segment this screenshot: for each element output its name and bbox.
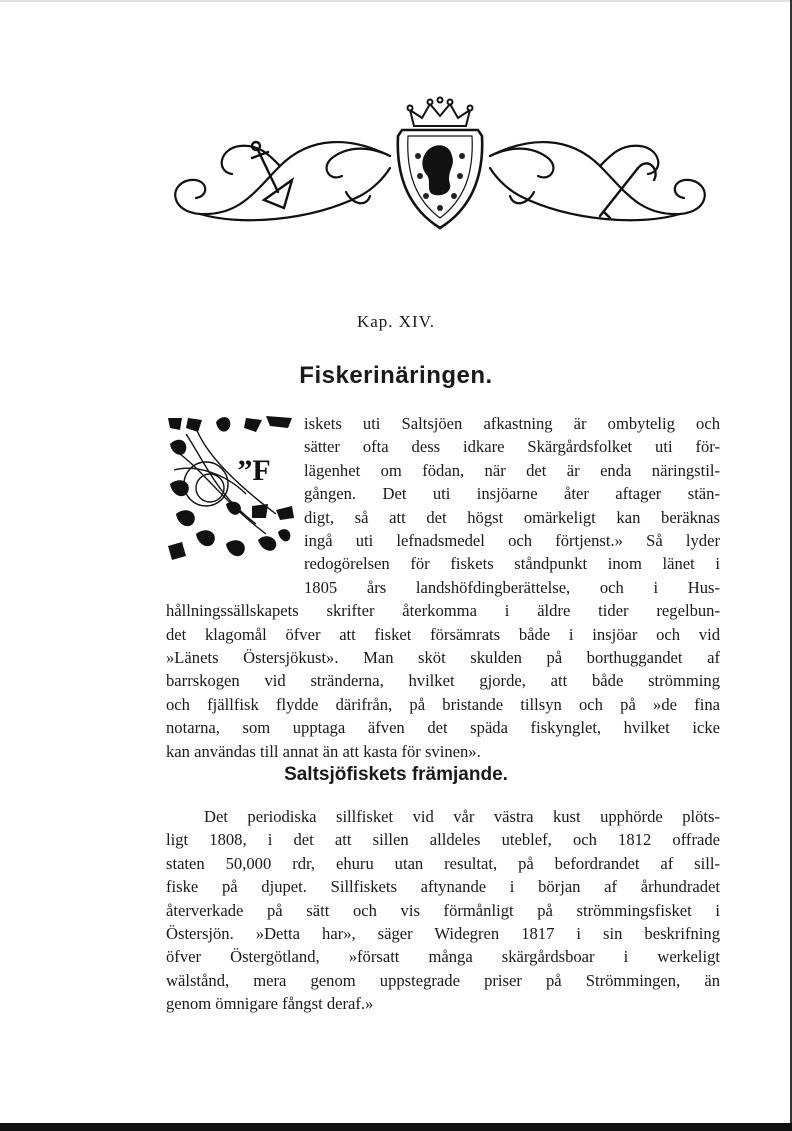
paragraph-1-line: lägenhet om födan, när det är enda näringstil- bbox=[304, 460, 720, 480]
scythe-emblem bbox=[600, 163, 656, 218]
paragraph-1-line: gången. Det uti insjöarne åter aftager stän- bbox=[304, 484, 720, 504]
paragraph-1-line: redogörelsen för fiskets ståndpunkt inom länet i bbox=[304, 554, 720, 574]
paragraph-2-line: Det periodiska sillfisket vid vår västra kust upphörde plöts- bbox=[204, 807, 720, 826]
paragraph-1-line: 1805 års landshöfdingberättelse, och i Hus- bbox=[304, 577, 720, 597]
paragraph-1-line: det klagomål öfver att fisket försämrats både i insjöar och vid bbox=[166, 624, 720, 644]
paragraph-1-line: iskets uti Saltsjöen afkastning är ombytelig och bbox=[304, 414, 720, 433]
paragraph-2-line: staten 50,000 rdr, ehuru utan resultat, på befordrandet af sill- bbox=[166, 853, 720, 873]
chapter-label: Kap. XIV. bbox=[356, 312, 436, 331]
paragraph-2-line: återverkade på sätt och vis förmånligt på strömmingsfisket i bbox=[166, 900, 720, 920]
paragraph-1-line: sätter ofta dess idkare Skärgårdsfolket uti för- bbox=[304, 437, 720, 457]
initial-letter: ”F bbox=[237, 454, 271, 487]
paragraph-2-line: genom ömnigare fångst deraf.» bbox=[166, 994, 374, 1014]
paragraph-2-line: Östersjön. »Detta har», säger Widegren 1817 i sin beskrifning bbox=[166, 924, 720, 944]
headpiece-ornament bbox=[160, 96, 720, 236]
paragraph-2 bbox=[166, 805, 720, 1016]
paragraph-2-line: ligt 1808, i det att sillen alldeles uteblef, och 1812 offrade bbox=[166, 830, 720, 850]
paragraph-1-line: hållningssällskapets skrifter återkomma i äldre tider regelbun- bbox=[166, 601, 720, 621]
paragraph-1-line: kan användas till annat än att kasta för svinen». bbox=[166, 741, 481, 761]
bottom-edge-rule bbox=[0, 1123, 792, 1131]
paragraph-1-line: och fjällfisk flydde därifrån, på bristande tillsyn och på »de fina bbox=[166, 694, 720, 714]
paragraph-2-line: öfver Östergötland, »försatt många skärgårdsboar i werkeligt bbox=[166, 947, 720, 967]
paragraph-1-line: notarna, som upptaga äfven det späda fiskynglet, hvilket icke bbox=[166, 718, 720, 738]
top-edge-rule bbox=[0, 0, 792, 2]
chapter-title: Fiskerinäringen. bbox=[299, 362, 493, 389]
section-title: Saltsjöfiskets främjande. bbox=[284, 764, 508, 785]
paragraph-2-line: wälstånd, mera genom uppstegrade priser på Strömmingen, än bbox=[166, 970, 720, 990]
paragraph-1-line: digt, så att det högst omärkeligt kan beräknas bbox=[304, 507, 720, 527]
paragraph-1 bbox=[166, 412, 720, 763]
paragraph-2-line: fiske på djupet. Sillfiskets aftynande i början af århundradet bbox=[166, 877, 720, 897]
paragraph-1-line: barrskogen vid stränderna, hvilket gjorde, att både strömming bbox=[166, 671, 720, 691]
coat-of-arms-shield bbox=[398, 130, 482, 228]
paragraph-1-line: ingå uti lefnadsmedel och förtjenst.» Så lyder bbox=[304, 531, 720, 551]
crown-emblem bbox=[408, 98, 473, 127]
paragraph-1-line: »Länets Östersjökust». Man sköt skulden på borthuggandet af bbox=[166, 648, 720, 668]
